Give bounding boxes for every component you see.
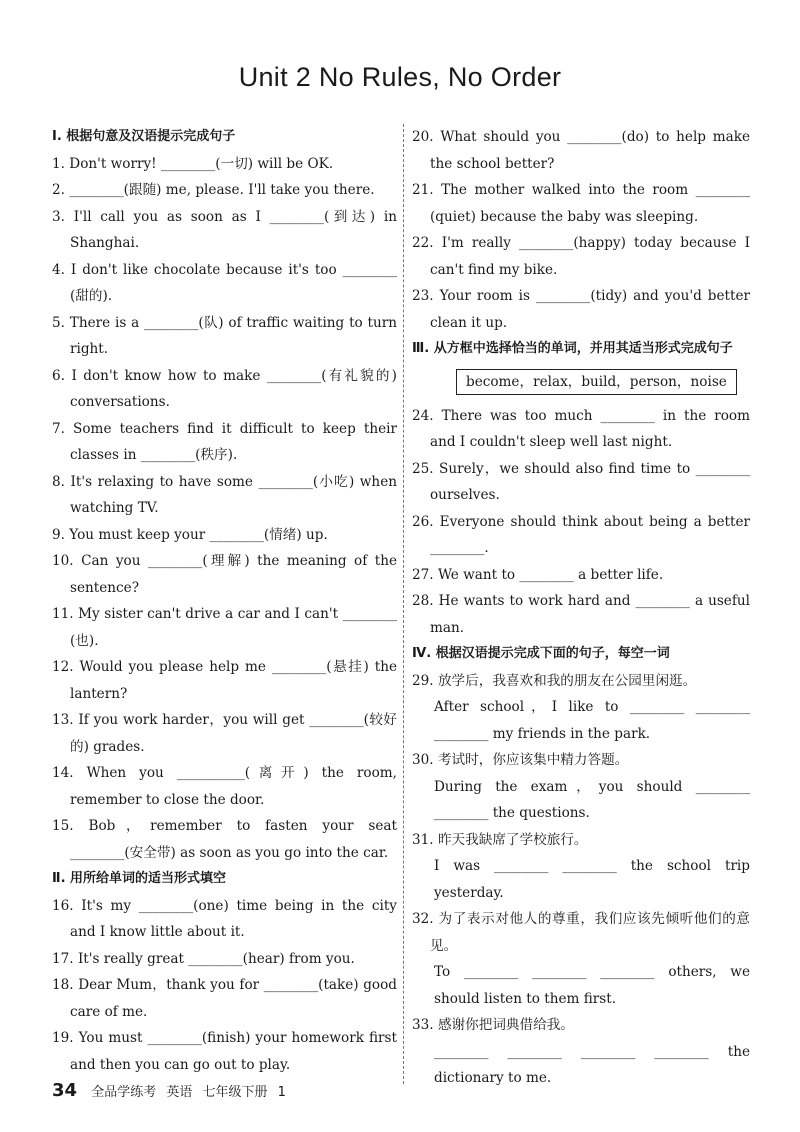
question-21: 21. The mother walked into the room ________ (quiet) because the baby was sleeping. — [412, 182, 750, 225]
question-17: 17. It's really great ________(hear) from you. — [52, 950, 355, 967]
question-19: 19. You must ________(finish) your homework first and then you can go out to play. — [52, 1030, 397, 1073]
question-10: 10. Can you ________(理解) the meaning of the sentence? — [52, 553, 397, 596]
page-number: 34 — [52, 1080, 78, 1101]
question-15: 15. Bob，remember to fasten your seat ________(安全带) as soon as you go into the car. — [52, 818, 397, 861]
question-24: 24. There was too much ________ in the room and I couldn't sleep well last night. — [412, 407, 750, 450]
question-9: 9. You must keep your ________(情绪) up. — [52, 526, 328, 543]
section-1-heading: Ⅰ. 根据句意及汉语提示完成句子 — [52, 129, 236, 144]
question-31-english: I was ________ ________ the school trip yesterday. — [434, 858, 750, 901]
question-33-english: ________ ________ ________ ________ the dictionary to me. — [434, 1043, 750, 1086]
volume-number: 1 — [277, 1085, 286, 1100]
question-14: 14. When you __________(离开) the room, remember to close the door. — [52, 765, 397, 808]
question-11: 11. My sister can't drive a car and I can't ________ (也). — [52, 606, 397, 649]
section-4-heading: Ⅳ. 根据汉语提示完成下面的句子，每空一词 — [412, 646, 670, 661]
page-title: Unit 2 No Rules, No Order — [238, 62, 562, 92]
question-6: 6. I don't know how to make ________(有礼貌的) conversations. — [52, 367, 397, 410]
section-2-heading: Ⅱ. 用所给单词的适当形式填空 — [52, 871, 227, 886]
page-footer — [52, 1080, 292, 1101]
question-27: 27. We want to ________ a better life. — [412, 566, 664, 583]
question-28: 28. He wants to work hard and ________ a useful man. — [412, 593, 750, 636]
right-column — [412, 124, 750, 1092]
question-22: 22. I'm really ________(happy) today because I can't find my bike. — [412, 235, 750, 278]
word-box: become，relax，build，person，noise — [456, 369, 737, 395]
question-25: 25. Surely，we should also find time to ________ ourselves. — [412, 460, 750, 503]
column-divider — [403, 124, 404, 1084]
question-31-chinese: 31. 昨天我缺席了学校旅行。 — [412, 831, 588, 848]
question-16: 16. It's my ________(one) time being in the city and I know little about it. — [52, 897, 397, 940]
question-20: 20. What should you ________(do) to help make the school better? — [412, 129, 750, 172]
question-32-chinese: 32. 为了表示对他人的尊重，我们应该先倾听他们的意见。 — [412, 911, 750, 954]
question-26: 26. Everyone should think about being a better ________. — [412, 513, 750, 556]
question-3: 3. I'll call you as soon as I ________(到达) in Shanghai. — [52, 208, 397, 251]
question-13: 13. If you work harder，you will get ________(较好的) grades. — [52, 712, 397, 755]
question-1: 1. Don't worry! ________(一切) will be OK. — [52, 155, 334, 172]
question-33-chinese: 33. 感谢你把词典借给我。 — [412, 1017, 574, 1033]
question-7: 7. Some teachers find it difficult to keep their classes in ________(秩序). — [52, 420, 397, 463]
question-23: 23. Your room is ________(tidy) and you'd better clean it up. — [412, 288, 750, 331]
question-29-english: After school，I like to ________ ________ ________ my friends in the park. — [434, 699, 750, 742]
section-3-heading: Ⅲ. 从方框中选择恰当的单词，并用其适当形式完成句子 — [412, 341, 733, 356]
book-name: 全品学练考 — [91, 1085, 157, 1100]
left-column — [52, 124, 397, 1078]
question-4: 4. I don't like chocolate because it's too ________ (甜的). — [52, 261, 397, 304]
question-30-chinese: 30. 考试时，你应该集中精力答题。 — [412, 752, 629, 768]
grade-name: 七年级下册 — [202, 1085, 268, 1100]
question-30-english: During the exam，you should ________ ________ the questions. — [434, 778, 750, 821]
question-12: 12. Would you please help me ________(悬挂) the lantern? — [52, 659, 397, 702]
question-29-chinese: 29. 放学后，我喜欢和我的朋友在公园里闲逛。 — [412, 672, 697, 689]
question-2: 2. ________(跟随) me, please. I'll take you there. — [52, 182, 375, 198]
question-5: 5. There is a ________(队) of traffic waiting to turn right. — [52, 314, 397, 357]
subject-name: 英语 — [166, 1085, 193, 1100]
question-32-english: To ________ ________ ________ others, we should listen to them first. — [434, 964, 750, 1007]
question-8: 8. It's relaxing to have some ________(小吃) when watching TV. — [52, 473, 397, 516]
question-18: 18. Dear Mum，thank you for ________(take) good care of me. — [52, 977, 397, 1020]
